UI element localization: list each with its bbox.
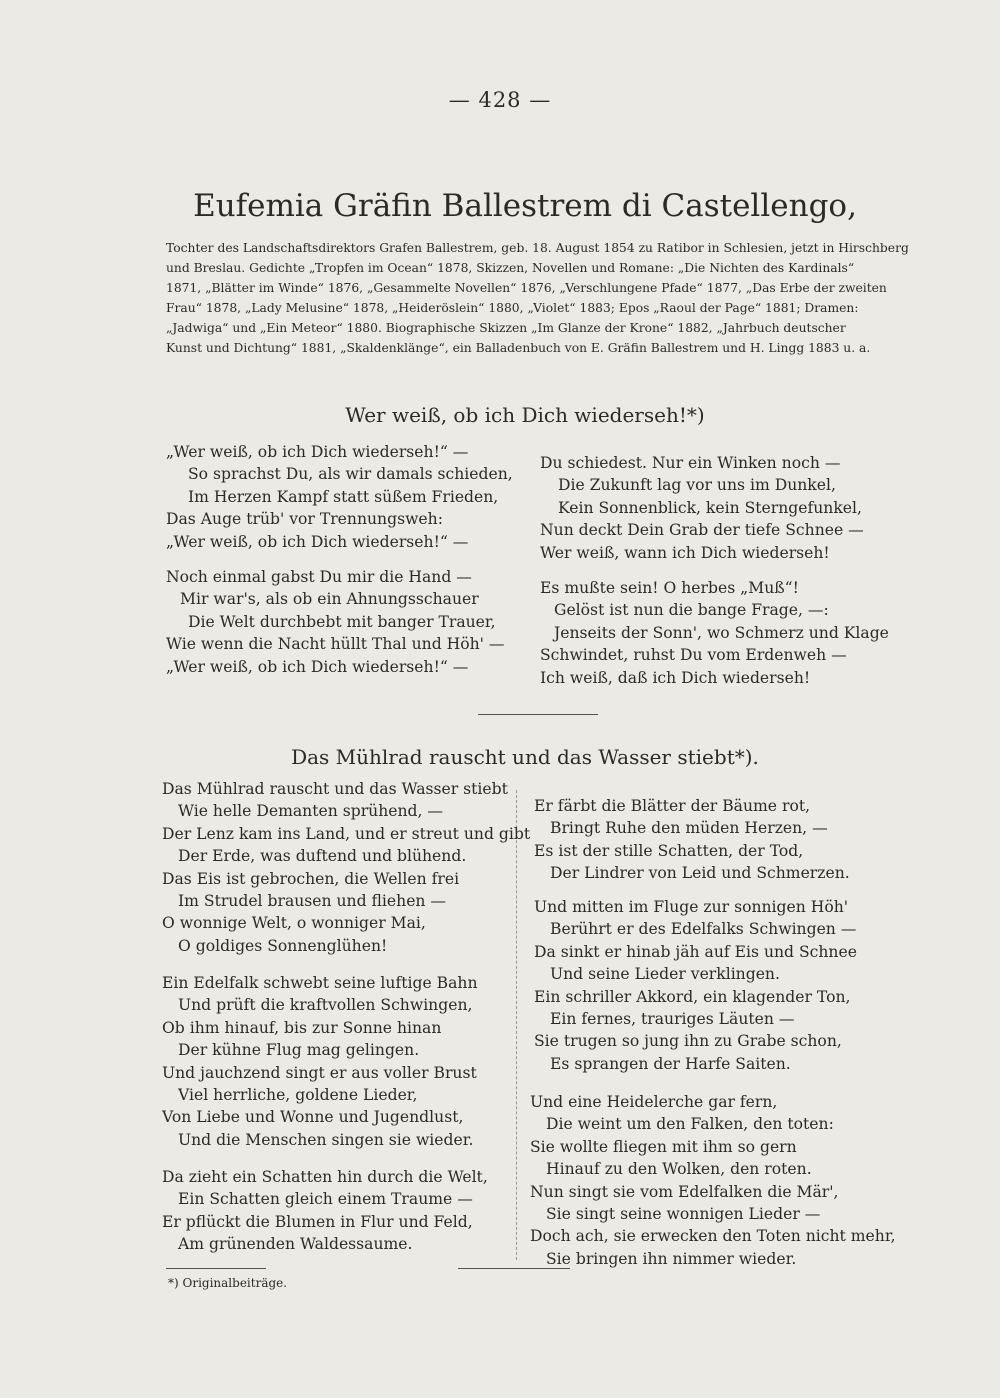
verse-line: Und mitten im Fluge zur sonnigen Höh' bbox=[534, 898, 849, 916]
verse-line: Sie trugen so jung ihn zu Grabe schon, bbox=[534, 1032, 842, 1051]
verse-line: Es ist der stille Schatten, der Tod, bbox=[534, 841, 804, 860]
verse-line: Der kühne Flug mag gelingen. bbox=[178, 1041, 420, 1060]
verse-line: Jenseits der Sonn', wo Schmerz und Klage bbox=[554, 623, 889, 642]
verse-line: Viel herrliche, goldene Lieder, bbox=[178, 1086, 418, 1105]
verse-line: „Wer weiß, ob ich Dich wiederseh!“ — bbox=[166, 443, 469, 461]
bio-line: Kunst und Dichtung“ 1881, „Skaldenklänge“, ein Balladenbuch von E. Gräfin Ballestrem und H. Lingg 1883 u. a. bbox=[166, 341, 871, 355]
bio-line: und Breslau. Gedichte „Tropfen im Ocean“ 1878, Skizzen, Novellen und Romane: „Die Nichten des Kardinals“ bbox=[166, 261, 855, 275]
footnote: *) Originalbeiträge. bbox=[168, 1276, 288, 1290]
poem-1-right-stanza-1 bbox=[540, 452, 864, 564]
verse-line: Ein schriller Akkord, ein klagender Ton, bbox=[534, 987, 851, 1006]
verse-line: Ein Schatten gleich einem Traume — bbox=[178, 1190, 473, 1209]
verse-line: Ob ihm hinauf, bis zur Sonne hinan bbox=[162, 1018, 442, 1037]
verse-line: Die Welt durchbebt mit banger Trauer, bbox=[188, 612, 496, 631]
verse-line: Gelöst ist nun die bange Frage, —: bbox=[554, 601, 829, 620]
verse-line: Wer weiß, wann ich Dich wiederseh! bbox=[540, 543, 830, 562]
verse-line: „Wer weiß, ob ich Dich wiederseh!“ — bbox=[166, 657, 469, 676]
poem-2-left-stanza-3 bbox=[162, 1166, 488, 1256]
bio-line: 1871, „Blätter im Winde“ 1876, „Gesammelte Novellen“ 1876, „Verschlungene Pfade“ 1877, „Das Erbe der zweiten bbox=[166, 281, 887, 295]
footnote-rule bbox=[166, 1268, 266, 1269]
verse-line: Du schiedest. Nur ein Winken noch — bbox=[540, 454, 841, 472]
verse-line: O wonnige Welt, o wonniger Mai, bbox=[162, 914, 426, 933]
page-number: — 428 — bbox=[448, 88, 552, 112]
verse-line: Noch einmal gabst Du mir die Hand — bbox=[166, 568, 472, 586]
poem-1-left-stanza-2 bbox=[166, 566, 505, 678]
verse-line: Im Strudel brausen und fliehen — bbox=[178, 892, 447, 911]
verse-line: Sie wollte fliegen mit ihm so gern bbox=[530, 1137, 797, 1156]
verse-line: Kein Sonnenblick, kein Sterngefunkel, bbox=[558, 498, 862, 517]
verse-line: Berührt er des Edelfalks Schwingen — bbox=[550, 920, 857, 939]
author-biography bbox=[166, 238, 909, 358]
verse-line: Und prüft die kraftvollen Schwingen, bbox=[178, 996, 473, 1015]
verse-line: Da zieht ein Schatten hin durch die Welt, bbox=[162, 1168, 488, 1186]
verse-line: Der Lenz kam ins Land, und er streut und gibt bbox=[162, 824, 531, 843]
bio-line: Tochter des Landschaftsdirektors Grafen Ballestrem, geb. 18. August 1854 zu Ratibor in Schlesien, jetzt in Hirschberg bbox=[166, 241, 909, 255]
verse-line: O goldiges Sonnenglühen! bbox=[178, 936, 388, 955]
verse-line: Von Liebe und Wonne und Jugendlust, bbox=[162, 1108, 464, 1127]
verse-line: Nun deckt Dein Grab der tiefe Schnee — bbox=[540, 521, 864, 540]
poem-2-right-stanza-3 bbox=[530, 1091, 896, 1270]
verse-line: Und seine Lieder verklingen. bbox=[550, 965, 780, 984]
verse-line: Hinauf zu den Wolken, den roten. bbox=[546, 1160, 812, 1179]
verse-line: Er pflückt die Blumen in Flur und Feld, bbox=[162, 1212, 473, 1231]
section-divider bbox=[478, 714, 598, 715]
verse-line: Im Herzen Kampf statt süßem Frieden, bbox=[188, 487, 499, 506]
poem-2-left-stanza-1 bbox=[162, 778, 530, 957]
verse-line: Der Lindrer von Leid und Schmerzen. bbox=[550, 864, 850, 883]
verse-line: Mir war's, als ob ein Ahnungsschauer bbox=[180, 590, 479, 609]
poem-2-right-stanza-2 bbox=[534, 896, 857, 1075]
poem-2-title: Das Mühlrad rauscht und das Wasser stiebt*). bbox=[291, 745, 759, 769]
verse-line: Sie bringen ihn nimmer wieder. bbox=[546, 1249, 797, 1268]
verse-line: Schwindet, ruhst Du vom Erdenweh — bbox=[540, 646, 847, 665]
verse-line: Da sinkt er hinab jäh auf Eis und Schnee bbox=[534, 942, 857, 961]
verse-line: Es sprangen der Harfe Saiten. bbox=[550, 1054, 791, 1073]
poem-2-left-stanza-2 bbox=[162, 972, 477, 1151]
verse-line: Und eine Heidelerche gar fern, bbox=[530, 1093, 778, 1111]
bio-line: Frau“ 1878, „Lady Melusine“ 1878, „Heideröslein“ 1880, „Violet“ 1883; Epos „Raoul der Page“ 1881; Dramen: bbox=[166, 301, 859, 315]
verse-line: Und die Menschen singen sie wieder. bbox=[178, 1130, 474, 1149]
verse-line: Das Auge trüb' vor Trennungsweh: bbox=[166, 510, 443, 529]
verse-line: Ein Edelfalk schwebt seine luftige Bahn bbox=[162, 974, 478, 992]
bio-line: „Jadwiga“ und „Ein Meteor“ 1880. Biographische Skizzen „Im Glanze der Krone“ 1882, „Jahrbuch deutscher bbox=[166, 321, 846, 335]
verse-line: Das Mühlrad rauscht und das Wasser stiebt bbox=[162, 780, 508, 798]
verse-line: Doch ach, sie erwecken den Toten nicht mehr, bbox=[530, 1227, 896, 1246]
poem-1-left-stanza-1 bbox=[166, 441, 513, 553]
author-heading: Eufemia Gräfin Ballestrem di Castellengo, bbox=[193, 188, 857, 224]
verse-line: Der Erde, was duftend und blühend. bbox=[178, 847, 467, 866]
poem-1-right-stanza-2 bbox=[540, 577, 889, 689]
verse-line: Wie helle Demanten sprühend, — bbox=[178, 802, 443, 821]
verse-line: „Wer weiß, ob ich Dich wiederseh!“ — bbox=[166, 532, 469, 551]
verse-line: Es mußte sein! O herbes „Muß“! bbox=[540, 579, 799, 597]
verse-line: Nun singt sie vom Edelfalken die Mär', bbox=[530, 1182, 839, 1201]
verse-line: Ich weiß, daß ich Dich wiederseh! bbox=[540, 668, 811, 687]
verse-line: Wie wenn die Nacht hüllt Thal und Höh' — bbox=[166, 635, 505, 654]
verse-line: So sprachst Du, als wir damals schieden, bbox=[188, 465, 513, 484]
verse-line: Sie singt seine wonnigen Lieder — bbox=[546, 1205, 821, 1224]
end-rule bbox=[458, 1268, 570, 1269]
verse-line: Ein fernes, trauriges Läuten — bbox=[550, 1010, 795, 1029]
verse-line: Bringt Ruhe den müden Herzen, — bbox=[550, 819, 828, 838]
verse-line: Und jauchzend singt er aus voller Brust bbox=[162, 1063, 477, 1082]
verse-line: Das Eis ist gebrochen, die Wellen frei bbox=[162, 869, 460, 888]
verse-line: Er färbt die Blätter der Bäume rot, bbox=[534, 797, 811, 815]
verse-line: Am grünenden Waldessaume. bbox=[178, 1235, 413, 1254]
verse-line: Die Zukunft lag vor uns im Dunkel, bbox=[558, 476, 836, 495]
poem-1-title: Wer weiß, ob ich Dich wiederseh!*) bbox=[345, 403, 705, 427]
poem-2-right-stanza-1 bbox=[534, 795, 850, 885]
verse-line: Die weint um den Falken, den toten: bbox=[546, 1115, 834, 1134]
